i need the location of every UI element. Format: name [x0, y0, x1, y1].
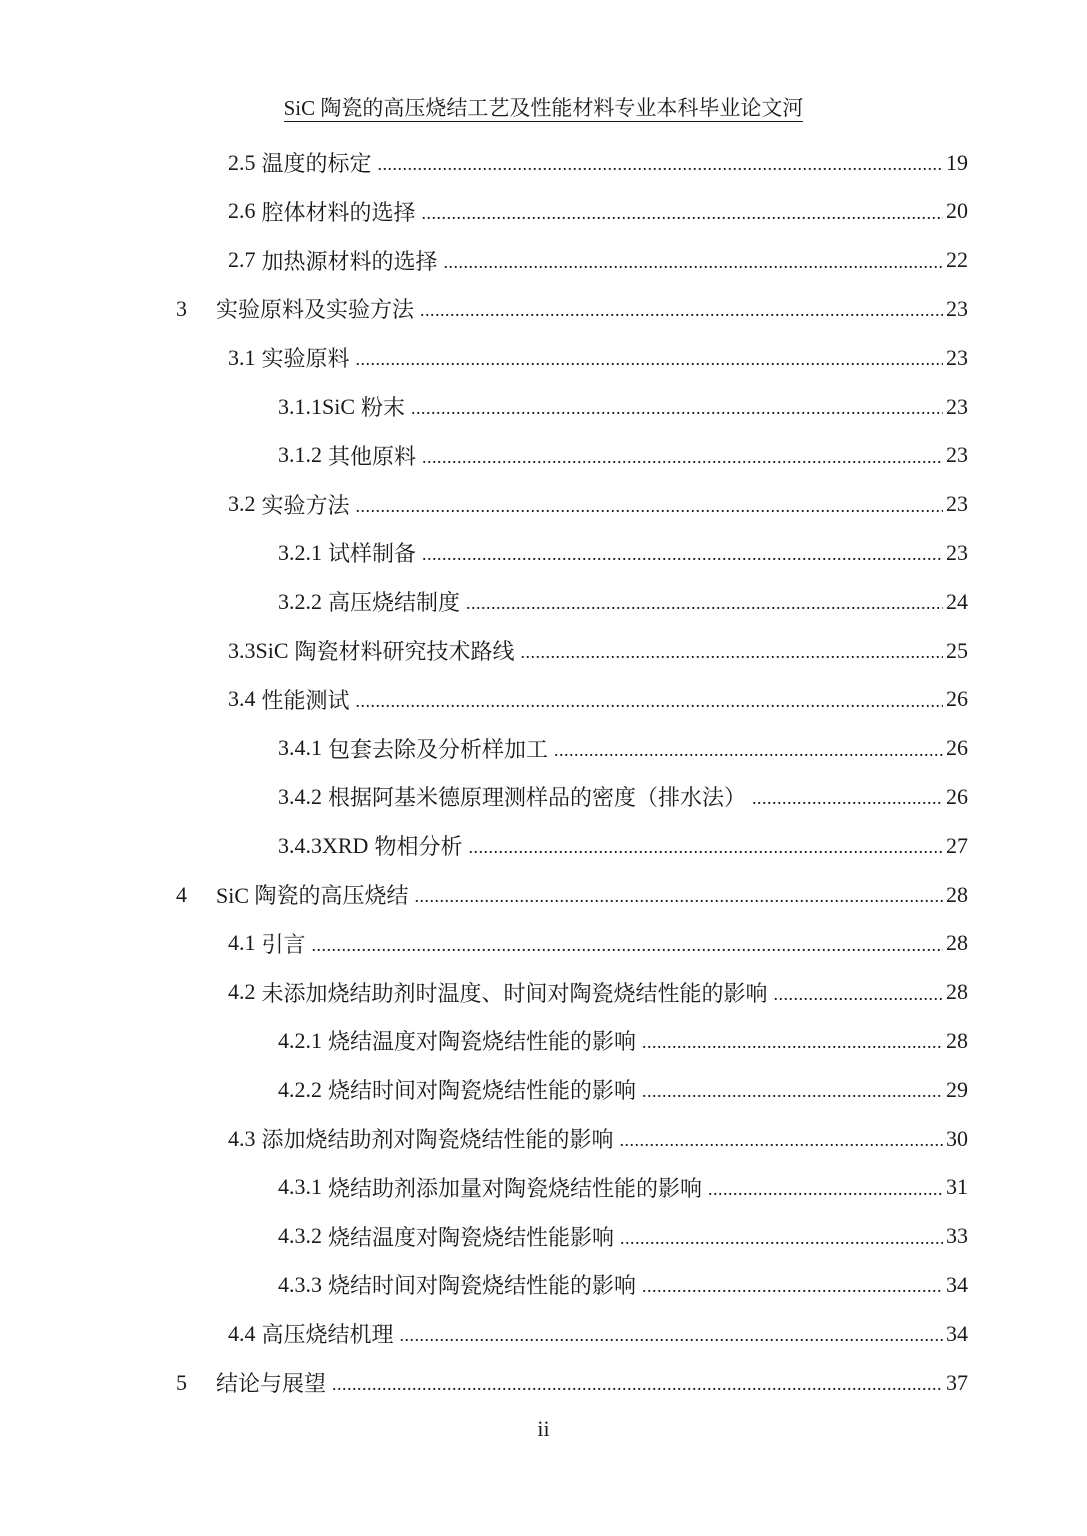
- toc-entry-page: 23: [946, 295, 968, 321]
- toc-entry-number: 2.6: [228, 198, 256, 224]
- toc-entry[interactable]: [278, 1016, 968, 1065]
- toc-entry-number: 4.3: [228, 1125, 256, 1151]
- toc-entry[interactable]: [228, 138, 968, 187]
- toc-entry-title: 陶瓷材料研究技术路线: [294, 639, 515, 664]
- toc-entry-title: 物相分析: [374, 834, 463, 860]
- toc-entry-number: 3.2.2: [278, 588, 322, 614]
- toc-dot-leader: [356, 496, 943, 517]
- toc-entry-number: 3.4.2: [278, 783, 322, 809]
- toc-dot-leader: [468, 837, 943, 858]
- toc-entry[interactable]: [228, 675, 968, 724]
- toc-entry[interactable]: [278, 1163, 968, 1212]
- toc-entry-title: 实验原料及实验方法: [216, 297, 415, 323]
- toc-entry-title: 腔体材料的选择: [261, 199, 416, 225]
- toc-entry-title: 未添加烧结助剂时温度、时间对陶瓷烧结性能的影响: [261, 980, 768, 1006]
- toc-entry[interactable]: [278, 772, 968, 821]
- toc-entry-title: 烧结助剂添加量对陶瓷烧结性能的影响: [328, 1175, 703, 1201]
- toc-entry-title: 包套去除及分析样加工: [328, 736, 549, 762]
- toc-entry[interactable]: [278, 577, 968, 626]
- toc-entry-number: 4.2.1: [278, 1027, 322, 1053]
- toc-entry-page: 28: [946, 930, 968, 956]
- toc-entry[interactable]: [278, 724, 968, 773]
- toc-entry-title: SiC 陶瓷的高压烧结: [216, 883, 409, 908]
- toc-entry[interactable]: [228, 968, 968, 1017]
- toc-entry-number: 4: [176, 881, 187, 907]
- toc-entry-page: 26: [946, 686, 968, 712]
- toc-dot-leader: [420, 300, 943, 321]
- toc-entry-page: 31: [946, 1174, 968, 1200]
- toc-entry-page: 20: [946, 198, 968, 224]
- toc-dot-leader: [642, 1032, 943, 1053]
- toc-entry-title: 根据阿基米德原理测样品的密度（排水法）: [328, 785, 747, 811]
- toc-entry-page: 23: [946, 491, 968, 517]
- toc-entry-number: 3: [176, 295, 187, 321]
- toc-dot-leader: [642, 1276, 943, 1297]
- page-header: [0, 94, 1087, 122]
- toc-dot-leader: [620, 1228, 943, 1249]
- toc-entry-page: 33: [946, 1223, 968, 1249]
- toc-entry[interactable]: [278, 528, 968, 577]
- toc-entry-number: 3.1.1SiC: [278, 393, 356, 419]
- toc-entry-title: 试样制备: [328, 541, 417, 567]
- toc-entry-number: 3.1: [228, 344, 256, 370]
- toc-entry[interactable]: [228, 1309, 968, 1358]
- toc-entry-number: 3.1.2: [278, 442, 322, 468]
- toc-entry-page: 28: [946, 979, 968, 1005]
- toc-dot-leader: [752, 788, 943, 809]
- toc-entry[interactable]: [176, 284, 968, 333]
- toc-entry-page: 30: [946, 1125, 968, 1151]
- toc-entry-page: 23: [946, 393, 968, 419]
- toc-entry[interactable]: [278, 821, 968, 870]
- toc-dot-leader: [378, 154, 943, 175]
- toc-dot-leader: [411, 398, 943, 419]
- toc-entry-page: 23: [946, 539, 968, 565]
- toc-entry-title: 实验原料: [261, 346, 350, 372]
- toc-dot-leader: [356, 349, 943, 370]
- toc-dot-leader: [415, 886, 943, 907]
- toc-entry-number: 4.1: [228, 930, 256, 956]
- toc-entry[interactable]: [278, 1212, 968, 1261]
- toc-entry-number: 4.3.1: [278, 1174, 322, 1200]
- toc-dot-leader: [356, 691, 943, 712]
- toc-entry-page: 37: [946, 1369, 968, 1395]
- toc-entry-page: 19: [946, 149, 968, 175]
- toc-entry-page: 26: [946, 783, 968, 809]
- toc-entry-title: 加热源材料的选择: [261, 248, 438, 274]
- toc-entry-page: 23: [946, 344, 968, 370]
- toc-entry-number: 4.2.2: [278, 1076, 322, 1102]
- toc-entry[interactable]: [228, 480, 968, 529]
- toc-entry[interactable]: [228, 919, 968, 968]
- toc-dot-leader: [466, 593, 943, 614]
- toc-entry-number: 5: [176, 1369, 187, 1395]
- toc-dot-leader: [521, 642, 943, 663]
- toc-dot-leader: [774, 984, 943, 1005]
- toc-entry-page: 26: [946, 735, 968, 761]
- toc-entry-page: 25: [946, 637, 968, 663]
- toc-entry-number: 3.4: [228, 686, 256, 712]
- toc-entry-number: 3.2: [228, 491, 256, 517]
- toc-entry[interactable]: [278, 1260, 968, 1309]
- toc-entry-page: 28: [946, 1027, 968, 1053]
- page-number: ii: [537, 1416, 550, 1441]
- toc-entry[interactable]: [176, 870, 968, 919]
- toc-entry-number: 3.4.1: [278, 735, 322, 761]
- toc-entry-number: 4.3.2: [278, 1223, 322, 1249]
- toc-entry[interactable]: [228, 626, 968, 675]
- toc-entry-page: 27: [946, 832, 968, 858]
- toc-entry-number: 4.4: [228, 1320, 256, 1346]
- toc-entry-number: 4.2: [228, 979, 256, 1005]
- header-title: SiC 陶瓷的高压烧结工艺及性能材料专业本科毕业论文河: [283, 96, 804, 120]
- toc-entry-title: 温度的标定: [261, 151, 372, 176]
- toc-dot-leader: [422, 203, 943, 224]
- toc-dot-leader: [400, 1325, 943, 1346]
- toc-dot-leader: [620, 1130, 943, 1151]
- toc-entry[interactable]: [228, 333, 968, 382]
- toc-entry[interactable]: [228, 187, 968, 236]
- toc-entry-number: 3.3SiC: [228, 637, 289, 663]
- toc-entry-number: 3.2.1: [278, 539, 322, 565]
- toc-entry-page: 23: [946, 442, 968, 468]
- toc-entry-page: 28: [946, 881, 968, 907]
- toc-entry-title: 烧结时间对陶瓷烧结性能的影响: [328, 1273, 637, 1299]
- toc-entry-title: 烧结温度对陶瓷烧结性能的影响: [328, 1029, 637, 1055]
- toc-entry-title: 烧结温度对陶瓷烧结性能影响: [328, 1224, 615, 1250]
- toc-dot-leader: [444, 252, 943, 273]
- toc-entry-title: 性能测试: [261, 687, 350, 713]
- toc-entry-number: 3.4.3XRD: [278, 832, 369, 858]
- toc-entry-number: 2.5: [228, 149, 256, 175]
- toc-entry-title: 高压烧结制度: [328, 590, 461, 616]
- toc-entry[interactable]: [228, 236, 968, 285]
- toc-dot-leader: [312, 935, 943, 956]
- toc-entry-title: 高压烧结机理: [261, 1322, 394, 1348]
- toc-dot-leader: [554, 740, 943, 761]
- toc-entry-page: 34: [946, 1320, 968, 1346]
- toc-entry-page: 34: [946, 1271, 968, 1297]
- toc-dot-leader: [422, 544, 943, 565]
- toc-dot-leader: [332, 1374, 943, 1395]
- toc-entry-title: 其他原料: [328, 443, 417, 469]
- toc-entry-title: 添加烧结助剂对陶瓷烧结性能的影响: [261, 1127, 614, 1152]
- toc-dot-leader: [422, 447, 943, 468]
- toc-entry-number: 4.3.3: [278, 1271, 322, 1297]
- toc-dot-leader: [708, 1179, 943, 1200]
- toc-entry-title: 烧结时间对陶瓷烧结性能的影响: [328, 1078, 637, 1104]
- toc-dot-leader: [642, 1081, 943, 1102]
- toc-entry[interactable]: [278, 382, 968, 431]
- toc-entry[interactable]: [228, 1114, 968, 1163]
- toc-entry[interactable]: [278, 431, 968, 480]
- toc-entry-page: 29: [946, 1076, 968, 1102]
- toc-entry-title: 粉末: [361, 395, 406, 420]
- toc-entry-title: 实验方法: [261, 492, 350, 518]
- toc-entry[interactable]: [278, 1065, 968, 1114]
- toc-entry-page: 24: [946, 588, 968, 614]
- toc-entry-title: 引言: [261, 931, 306, 957]
- toc-entry-page: 22: [946, 247, 968, 273]
- toc-entry[interactable]: [176, 1358, 968, 1407]
- toc-entry-number: 2.7: [228, 247, 256, 273]
- toc-entry-title: 结论与展望: [216, 1371, 327, 1396]
